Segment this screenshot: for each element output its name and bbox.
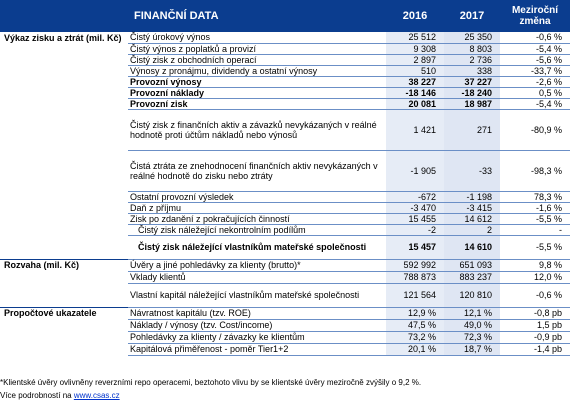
table-row xyxy=(0,283,570,307)
value-2017: 8 803 xyxy=(444,43,500,54)
row-label: Pohledávky za klienty / závazky ke klientům xyxy=(128,331,386,343)
value-change: 78,3 % xyxy=(500,191,570,202)
row-label: Náklady / výnosy (tzv. Cost/income) xyxy=(128,319,386,331)
table-row xyxy=(0,224,570,235)
value-2016: 47,5 % xyxy=(386,319,444,331)
value-change: -5,4 % xyxy=(500,43,570,54)
value-change: -1,4 pb xyxy=(500,343,570,355)
row-label: Výnosy z pronájmu, dividendy a ostatní výnosy xyxy=(128,65,386,76)
value-change: -80,9 % xyxy=(500,109,570,150)
table-title: FINANČNÍ DATA xyxy=(128,0,386,32)
value-2017: 49,0 % xyxy=(444,319,500,331)
row-label: Vlastní kapitál náležející vlastníkům mateřské společnosti xyxy=(128,283,386,307)
column-header-2017: 2017 xyxy=(444,0,500,32)
row-label: Provozní výnosy xyxy=(128,76,386,87)
value-change: - xyxy=(500,224,570,235)
value-change: 9,8 % xyxy=(500,259,570,271)
row-label: Čistý výnos z poplatků a provizí xyxy=(128,43,386,54)
table-row xyxy=(0,76,570,87)
row-label: Čistá ztráta ze znehodnocení finančních aktiv nevykázaných v reálné hodnotě do zisku nebo ztráty xyxy=(128,150,386,191)
row-label: Čistý zisk náležející nekontrolním podílům xyxy=(128,224,386,235)
value-2016: -672 xyxy=(386,191,444,202)
value-2017: 25 350 xyxy=(444,32,500,43)
row-label: Provozní náklady xyxy=(128,87,386,98)
header-spacer xyxy=(0,0,128,32)
value-2017: 18 987 xyxy=(444,98,500,109)
value-change: -0,6 % xyxy=(500,283,570,307)
column-header-change xyxy=(500,0,570,32)
value-2016: -18 146 xyxy=(386,87,444,98)
value-2017: -3 415 xyxy=(444,202,500,213)
value-change: -98,3 % xyxy=(500,150,570,191)
value-2016: 73,2 % xyxy=(386,331,444,343)
value-2017: 338 xyxy=(444,65,500,76)
value-2016: 121 564 xyxy=(386,283,444,307)
table-row xyxy=(0,271,570,283)
value-2016: 9 308 xyxy=(386,43,444,54)
row-label: Ostatní provozní výsledek xyxy=(128,191,386,202)
value-2017: 14 610 xyxy=(444,235,500,259)
value-2016: 1 421 xyxy=(386,109,444,150)
value-change: -5,5 % xyxy=(500,235,570,259)
column-header-2016: 2016 xyxy=(386,0,444,32)
section-balance-label: Rozvaha (mil. Kč) xyxy=(0,259,128,271)
value-2017: 2 736 xyxy=(444,54,500,65)
value-2016: 592 992 xyxy=(386,259,444,271)
value-change: 0,5 % xyxy=(500,87,570,98)
value-2017: 2 xyxy=(444,224,500,235)
value-change: -0,6 % xyxy=(500,32,570,43)
table-header-row xyxy=(0,0,570,32)
footnote: *Klientské úvěry ovlivněny reverzními repo operacemi, beztohoto vlivu by se klientské úvěry meziročně zvýšily o 9,2 %. xyxy=(0,378,422,387)
table-row xyxy=(0,202,570,213)
row-label: Kapitálová přiměřenost - poměr Tier1+2 xyxy=(128,343,386,355)
table-row xyxy=(0,87,570,98)
table-row xyxy=(0,43,570,54)
table-row xyxy=(0,307,570,319)
value-2017: 271 xyxy=(444,109,500,150)
more-info-line xyxy=(0,391,120,401)
value-2016: 15 457 xyxy=(386,235,444,259)
more-info-prefix: Více podrobností na xyxy=(0,391,74,400)
value-2017: 72,3 % xyxy=(444,331,500,343)
section-ratios-label: Propočtové ukazatele xyxy=(0,307,128,319)
value-2017: 37 227 xyxy=(444,76,500,87)
value-2016: -2 xyxy=(386,224,444,235)
value-2017: 12,1 % xyxy=(444,307,500,319)
value-change: -33,7 % xyxy=(500,65,570,76)
value-change: -0,9 pb xyxy=(500,331,570,343)
value-2016: 38 227 xyxy=(386,76,444,87)
table-row xyxy=(0,109,570,150)
table-row xyxy=(0,150,570,191)
value-change: -0,8 pb xyxy=(500,307,570,319)
row-label: Návratnost kapitálu (tzv. ROE) xyxy=(128,307,386,319)
table-row xyxy=(0,319,570,331)
website-link[interactable]: www.csas.cz xyxy=(73,391,120,400)
row-label: Vklady klientů xyxy=(128,271,386,283)
value-2017: -18 240 xyxy=(444,87,500,98)
value-2017: 14 612 xyxy=(444,213,500,224)
value-2016: -3 470 xyxy=(386,202,444,213)
value-change: -1,6 % xyxy=(500,202,570,213)
value-2017: 883 237 xyxy=(444,271,500,283)
row-label: Provozní zisk xyxy=(128,98,386,109)
table-row xyxy=(0,259,570,271)
value-2016: 20 081 xyxy=(386,98,444,109)
table-row xyxy=(0,213,570,224)
row-label: Čistý zisk z obchodních operací xyxy=(128,54,386,65)
column-header-change-line1: Meziroční xyxy=(511,5,559,16)
row-label: Zisk po zdanění z pokračujících činností xyxy=(128,213,386,224)
value-2017: 120 810 xyxy=(444,283,500,307)
row-label: Úvěry a jiné pohledávky za klienty (brutto)* xyxy=(128,259,386,271)
value-2017: 18,7 % xyxy=(444,343,500,355)
value-change: -5,5 % xyxy=(500,213,570,224)
row-label: Čistý zisk náležející vlastníkům mateřské společnosti xyxy=(128,235,386,259)
value-2016: 2 897 xyxy=(386,54,444,65)
value-2017: -33 xyxy=(444,150,500,191)
value-change: 1,5 pb xyxy=(500,319,570,331)
column-header-change-line2: změna xyxy=(519,16,551,27)
table-row xyxy=(0,331,570,343)
value-2017: 651 093 xyxy=(444,259,500,271)
value-change: -2,6 % xyxy=(500,76,570,87)
value-2016: 25 512 xyxy=(386,32,444,43)
table-row xyxy=(0,32,570,43)
value-2016: 510 xyxy=(386,65,444,76)
value-2016: 788 873 xyxy=(386,271,444,283)
table-row xyxy=(0,98,570,109)
table-row xyxy=(0,54,570,65)
value-2017: -1 198 xyxy=(444,191,500,202)
value-change: -5,6 % xyxy=(500,54,570,65)
value-change: -5,4 % xyxy=(500,98,570,109)
value-2016: 20,1 % xyxy=(386,343,444,355)
value-2016: 12,9 % xyxy=(386,307,444,319)
value-2016: -1 905 xyxy=(386,150,444,191)
table-row xyxy=(0,65,570,76)
row-label: Čistý zisk z finančních aktiv a závazků nevykázaných v reálné hodnotě proti účtům nákladů nebo výnosů xyxy=(128,109,386,150)
table-row xyxy=(0,191,570,202)
value-change: 12,0 % xyxy=(500,271,570,283)
row-label: Daň z příjmu xyxy=(128,202,386,213)
row-label: Čistý úrokový výnos xyxy=(128,32,386,43)
section-income-label: Výkaz zisku a ztrát (mil. Kč) xyxy=(4,32,122,43)
table-row xyxy=(0,343,570,355)
table-row xyxy=(0,235,570,259)
value-2016: 15 455 xyxy=(386,213,444,224)
